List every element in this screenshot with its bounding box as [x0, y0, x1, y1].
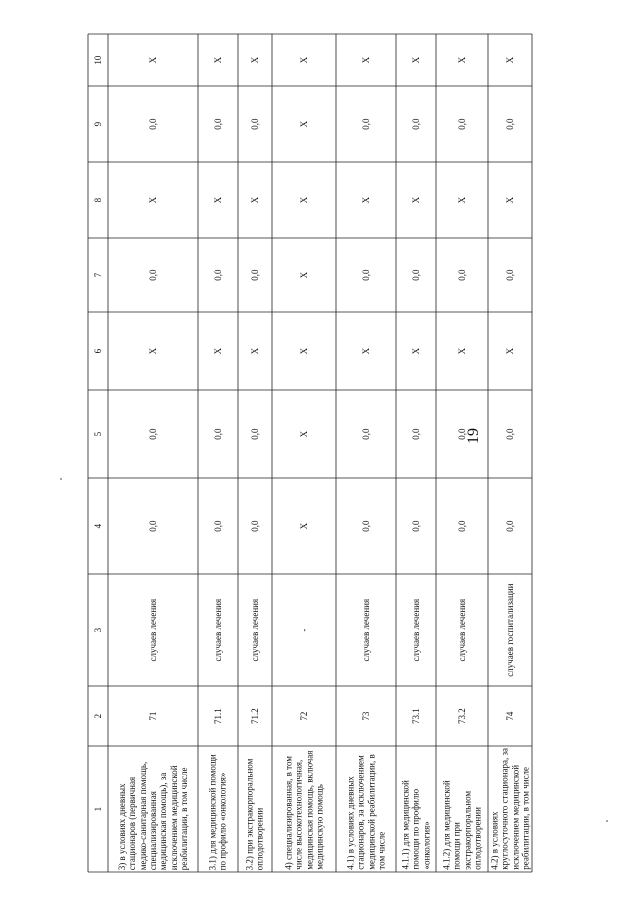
scan-speck — [606, 820, 608, 822]
value-cell-text: 0,0 — [212, 520, 223, 532]
value-cell-text: 71.2 — [249, 708, 260, 724]
value-cell — [198, 34, 238, 86]
value-cell — [336, 34, 396, 86]
value-cell — [238, 390, 272, 478]
value-cell — [488, 574, 532, 686]
value-cell — [108, 478, 198, 574]
value-cell-text: Х — [298, 120, 309, 128]
data-table — [88, 34, 532, 872]
value-cell-text: Х — [360, 56, 371, 64]
value-cell — [272, 312, 336, 390]
header-cell — [88, 390, 108, 478]
header-cell — [88, 746, 108, 872]
header-cell-text: 7 — [92, 272, 103, 278]
value-cell — [108, 312, 198, 390]
value-cell-text: Х — [456, 347, 467, 355]
value-cell-text: 0,0 — [504, 118, 515, 130]
value-cell — [396, 312, 436, 390]
value-cell — [198, 478, 238, 574]
value-cell — [488, 34, 532, 86]
value-cell — [488, 238, 532, 312]
value-cell — [272, 238, 336, 312]
value-cell-text: Х — [410, 347, 421, 355]
value-cell — [238, 574, 272, 686]
value-cell — [488, 312, 532, 390]
value-cell — [336, 238, 396, 312]
value-cell-text: 0,0 — [360, 118, 371, 130]
value-cell — [108, 686, 198, 746]
value-cell-text: 0,0 — [410, 269, 421, 281]
value-cell-text: 0,0 — [249, 118, 260, 130]
value-cell-text: Х — [147, 56, 158, 64]
value-cell-text: Х — [212, 347, 223, 355]
row-label-cell — [336, 746, 396, 872]
row-label-cell-text: 4.1.2) для медицинской помощи при экстракорпоральном оплодотворении — [441, 780, 483, 870]
value-cell-text: 71 — [147, 711, 158, 721]
value-cell-text: Х — [360, 196, 371, 204]
value-cell — [108, 162, 198, 238]
value-cell-text: 0,0 — [360, 269, 371, 281]
header-cell — [88, 478, 108, 574]
value-cell — [488, 478, 532, 574]
value-cell — [336, 686, 396, 746]
value-cell — [272, 686, 336, 746]
value-cell — [488, 162, 532, 238]
value-cell-text: Х — [249, 196, 260, 204]
value-cell-text: Х — [298, 271, 309, 279]
header-cell-text: 3 — [92, 627, 103, 633]
value-cell — [198, 390, 238, 478]
value-cell — [198, 238, 238, 312]
value-cell — [272, 162, 336, 238]
value-cell — [396, 686, 436, 746]
value-cell-text: 0,0 — [212, 428, 223, 440]
value-cell-text: Х — [212, 196, 223, 204]
value-cell-text: 0,0 — [456, 428, 467, 440]
value-cell-text: 0,0 — [504, 520, 515, 532]
value-cell — [436, 86, 488, 162]
value-cell — [336, 86, 396, 162]
header-cell-text: 4 — [92, 523, 103, 529]
value-cell-text: 0,0 — [249, 520, 260, 532]
header-cell — [88, 686, 108, 746]
header-cell-text: 2 — [92, 713, 103, 719]
row-label-cell-text: 3) в условиях дневных стационаров (первичная медико-санитарная помощь, специализированная медицинская помощь), за исключением медицинской реабилитации, в том числе — [116, 761, 189, 870]
scan-speck — [60, 478, 62, 480]
row-label-cell — [396, 746, 436, 872]
value-cell — [108, 86, 198, 162]
value-cell — [436, 34, 488, 86]
value-cell — [336, 478, 396, 574]
value-cell — [396, 238, 436, 312]
header-cell — [88, 34, 108, 86]
value-cell-text: Х — [410, 196, 421, 204]
value-cell — [198, 86, 238, 162]
value-cell — [272, 34, 336, 86]
value-cell-text: 74 — [504, 711, 515, 721]
value-cell-text: 73.1 — [410, 708, 421, 724]
header-cell-text: 10 — [92, 55, 103, 65]
value-cell — [108, 390, 198, 478]
row-label-cell-text: 4.1) в условиях дневных стационаров, за исключением медицинской реабилитации, в том числе — [345, 754, 387, 870]
value-cell-text: Х — [249, 347, 260, 355]
value-cell-text: Х — [298, 522, 309, 530]
value-cell-text: 0,0 — [360, 520, 371, 532]
value-cell — [436, 312, 488, 390]
value-cell — [272, 390, 336, 478]
value-cell — [396, 390, 436, 478]
value-cell — [272, 574, 336, 686]
value-cell-text: Х — [249, 56, 260, 64]
value-cell-text: 0,0 — [410, 428, 421, 440]
row-label-cell-text: 4.2) в условиях круглосуточного стационара, за исключением медицинской реабилитации, в том числе — [489, 748, 531, 870]
header-cell-text: 9 — [92, 121, 103, 127]
value-cell — [336, 390, 396, 478]
value-cell — [436, 574, 488, 686]
value-cell-text: Х — [504, 347, 515, 355]
header-cell — [88, 238, 108, 312]
value-cell-text: 0,0 — [456, 269, 467, 281]
page-number: 19 — [465, 428, 482, 444]
value-cell — [396, 478, 436, 574]
header-cell-text: 6 — [92, 348, 103, 354]
value-cell-text: 0,0 — [212, 269, 223, 281]
value-cell — [272, 86, 336, 162]
value-cell-text: случаев лечения — [360, 598, 371, 662]
value-cell-text: случаев лечения — [249, 598, 260, 662]
value-cell — [488, 686, 532, 746]
header-cell-text: 5 — [92, 431, 103, 437]
value-cell — [436, 162, 488, 238]
value-cell-text: 0,0 — [147, 428, 158, 440]
value-cell-text: 0,0 — [504, 428, 515, 440]
value-cell — [238, 686, 272, 746]
value-cell-text: Х — [504, 196, 515, 204]
row-label-cell-text: 3.2) при экстракорпоральном оплодотворении — [244, 758, 265, 870]
value-cell-text: 71.1 — [212, 708, 223, 724]
value-cell — [198, 686, 238, 746]
value-cell-text: 0,0 — [410, 520, 421, 532]
row-label-cell — [488, 746, 532, 872]
header-cell — [88, 86, 108, 162]
value-cell-text: 0,0 — [360, 428, 371, 440]
value-cell — [396, 34, 436, 86]
row-label-cell-text: 3.1) для медицинской помощи по профилю «онкология» — [207, 754, 228, 870]
value-cell — [336, 312, 396, 390]
value-cell — [238, 478, 272, 574]
value-cell-text: 0,0 — [249, 428, 260, 440]
value-cell — [238, 34, 272, 86]
value-cell — [436, 390, 488, 478]
value-cell — [436, 238, 488, 312]
value-cell-text: Х — [147, 196, 158, 204]
value-cell-text: Х — [360, 347, 371, 355]
value-cell-text: Х — [298, 430, 309, 438]
value-cell-text: Х — [410, 56, 421, 64]
value-cell — [396, 574, 436, 686]
value-cell — [238, 312, 272, 390]
value-cell-text: Х — [298, 196, 309, 204]
value-cell-text: 0,0 — [147, 520, 158, 532]
value-cell-text: случаев лечения — [147, 598, 158, 662]
value-cell-text: 0,0 — [504, 269, 515, 281]
value-cell-text: 0,0 — [212, 118, 223, 130]
value-cell — [488, 86, 532, 162]
value-cell-text: 73.2 — [456, 708, 467, 724]
value-cell — [238, 86, 272, 162]
row-label-cell — [272, 746, 336, 872]
row-label-cell-text: 4.1.1) для медицинской помощи по профилю «онкология» — [400, 780, 432, 870]
value-cell — [336, 162, 396, 238]
row-label-cell-text: 4) специализированная, в том числе высокотехнологичная, медицинская помощь, включая медицинскую помощь — [283, 750, 325, 870]
value-cell-text: 0,0 — [456, 520, 467, 532]
value-cell-text: 0,0 — [147, 269, 158, 281]
value-cell — [396, 162, 436, 238]
value-cell — [198, 574, 238, 686]
header-cell — [88, 312, 108, 390]
value-cell — [198, 312, 238, 390]
value-cell-text: Х — [298, 56, 309, 64]
value-cell-text: случаев лечения — [410, 598, 421, 662]
value-cell-text: случаев лечения — [456, 598, 467, 662]
value-cell — [488, 390, 532, 478]
row-label-cell — [238, 746, 272, 872]
value-cell — [108, 34, 198, 86]
value-cell-text: 0,0 — [147, 118, 158, 130]
value-cell — [108, 238, 198, 312]
value-cell-text: Х — [504, 56, 515, 64]
value-cell-text: случаев госпитализации — [504, 583, 515, 677]
row-label-cell — [436, 746, 488, 872]
value-cell-text: 0,0 — [410, 118, 421, 130]
header-cell-text: 1 — [92, 806, 103, 812]
value-cell-text: 0,0 — [249, 269, 260, 281]
value-cell-text: 0,0 — [456, 118, 467, 130]
value-cell — [238, 162, 272, 238]
header-cell — [88, 162, 108, 238]
value-cell — [436, 478, 488, 574]
value-cell-text: Х — [298, 347, 309, 355]
value-cell-text: - — [298, 628, 309, 632]
value-cell-text: случаев лечения — [212, 598, 223, 662]
value-cell-text: Х — [147, 347, 158, 355]
value-cell — [336, 574, 396, 686]
row-label-cell — [198, 746, 238, 872]
value-cell-text: Х — [456, 196, 467, 204]
value-cell — [272, 478, 336, 574]
value-cell-text: Х — [212, 56, 223, 64]
value-cell — [198, 162, 238, 238]
header-cell — [88, 574, 108, 686]
value-cell — [238, 238, 272, 312]
header-cell-text: 8 — [92, 197, 103, 203]
value-cell — [436, 686, 488, 746]
value-cell-text: Х — [456, 56, 467, 64]
value-cell-text: 72 — [298, 711, 309, 721]
value-cell-text: 73 — [360, 711, 371, 721]
value-cell — [396, 86, 436, 162]
value-cell — [108, 574, 198, 686]
row-label-cell — [108, 746, 198, 872]
